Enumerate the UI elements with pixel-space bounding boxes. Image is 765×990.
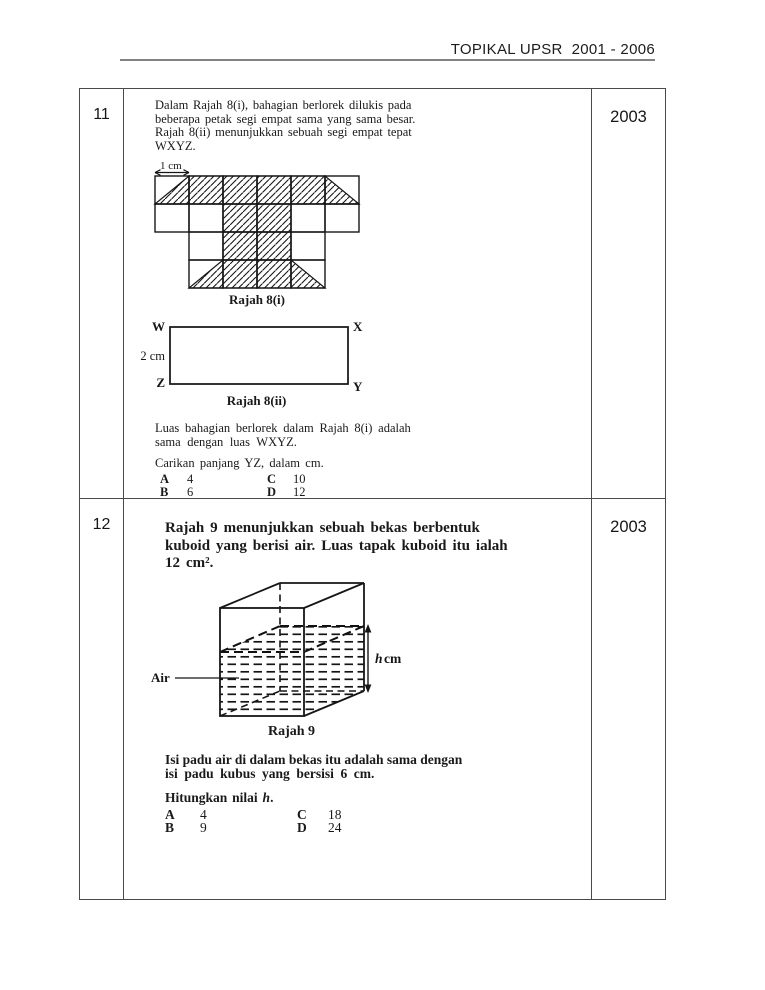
option-letter: A: [165, 806, 175, 822]
prompt-variable: h: [262, 789, 271, 805]
text-line: sama dengan luas WXYZ.: [155, 434, 297, 449]
q12-body-paragraph: [165, 753, 591, 782]
corner-label-y: Y: [353, 379, 363, 394]
q11-number: 11: [93, 106, 110, 123]
option-value: 10: [293, 472, 306, 486]
prompt-punctuation: .: [270, 789, 274, 805]
text-line: beberapa petak segi empat sama yang sama besar.: [155, 111, 416, 126]
side-length-label: 2 cm: [140, 349, 165, 363]
q12-year-cell: [592, 499, 665, 899]
height-unit: cm: [384, 650, 402, 666]
figure-caption: Rajah 9: [267, 723, 316, 739]
figure-caption: Rajah 8(ii): [226, 393, 287, 408]
text-line: 12 cm².: [165, 555, 214, 571]
q11-body-paragraph: [155, 422, 591, 449]
prompt-text: Hitungkan nilai: [165, 789, 263, 805]
q11-prompt: Carikan panjang YZ, dalam cm.: [155, 456, 324, 470]
q11-options: [160, 473, 591, 498]
q12-year: 2003: [610, 518, 647, 536]
q12-number-cell: [80, 499, 124, 899]
option-value: 4: [187, 472, 194, 486]
q12-content-cell: [124, 499, 592, 899]
corner-label-w: W: [152, 319, 165, 334]
figure-rajah-9: [149, 578, 434, 740]
text-line: Dalam Rajah 8(i), bahagian berlorek dilukis pada: [155, 98, 412, 112]
option-letter: D: [297, 820, 307, 836]
q11-year-cell: [592, 89, 665, 499]
text-line: Luas bahagian berlorek dalam Rajah 8(i) adalah: [155, 421, 411, 435]
text-line: kuboid yang berisi air. Luas tapak kuboid itu ialah: [165, 537, 508, 554]
option-letter: B: [160, 484, 169, 499]
q11-intro-paragraph: [155, 99, 591, 153]
header-title: TOPIKAL UPSR 2001 - 2006: [450, 41, 655, 58]
q12-prompt: [165, 791, 591, 805]
q11-content-cell: [124, 89, 592, 499]
option-letter: A: [160, 472, 170, 486]
q12-options: [165, 808, 591, 835]
corner-label-x: X: [353, 319, 363, 334]
text-line: Isi padu air di dalam bekas itu adalah sama dengan: [165, 751, 463, 767]
height-var: h: [375, 650, 383, 666]
scale-label: 1 cm: [160, 160, 182, 172]
option-letter: D: [267, 484, 277, 499]
option-value: 6: [187, 484, 194, 499]
option-value: 4: [200, 806, 207, 822]
rajah-8ii-drawing: [139, 314, 374, 394]
rajah-9-drawing: [149, 578, 434, 723]
figure-rajah-8i: [152, 160, 362, 308]
text-line: Rajah 8(ii) menunjukkan sebuah segi empat tepat: [155, 125, 412, 139]
q11-number-cell: [80, 89, 124, 499]
option-value: 9: [200, 820, 207, 836]
water-label: Air: [151, 669, 170, 685]
option-letter: C: [297, 806, 307, 822]
rectangle-wxyz: [170, 327, 348, 384]
option-value: 12: [293, 484, 306, 499]
questions-table: [79, 88, 666, 900]
corner-label-z: Z: [156, 375, 165, 390]
q12-intro-paragraph: [165, 520, 591, 573]
height-label: [375, 651, 402, 666]
rajah-8i-drawing: [152, 160, 362, 290]
option-value: 18: [328, 806, 342, 822]
water-fill: [220, 626, 364, 716]
height-arrow-icon: [365, 624, 372, 693]
text-line: WXYZ.: [155, 138, 196, 153]
q12-number: 12: [92, 516, 111, 533]
text-line: isi padu kubus yang bersisi 6 cm.: [165, 766, 375, 781]
option-letter: B: [165, 820, 175, 836]
option-value: 24: [328, 820, 342, 836]
figure-rajah-8ii: [139, 314, 374, 409]
figure-caption: Rajah 8(i): [229, 292, 285, 307]
text-line: Rajah 9 menunjukkan sebuah bekas berbentuk: [165, 520, 480, 536]
option-letter: C: [267, 472, 277, 486]
header-rule: [120, 59, 655, 61]
q11-year: 2003: [610, 108, 647, 126]
